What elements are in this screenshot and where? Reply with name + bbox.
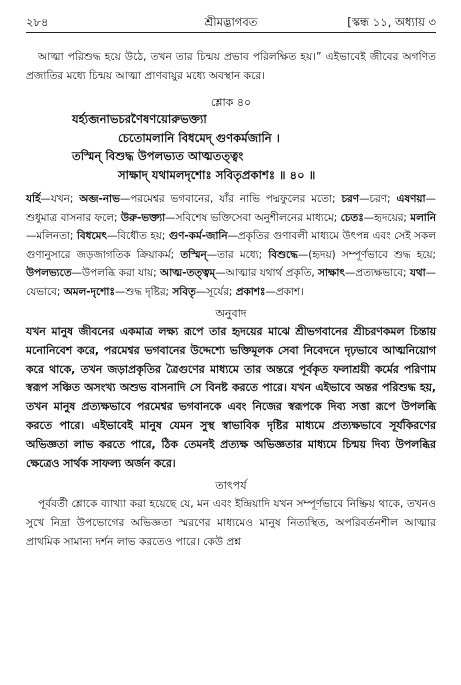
synonym-word: যথা bbox=[409, 267, 426, 279]
translation-heading: অনুবাদ bbox=[215, 307, 247, 320]
synonym-word: চরণ bbox=[341, 193, 360, 205]
synonym-dash: — bbox=[206, 248, 218, 261]
synonym-meaning: পরমেশ্বর ভগবানের, যাঁর নাভি পদ্মফুলের মতো; bbox=[130, 193, 342, 205]
synonym-word: প্রকাশঃ bbox=[235, 285, 266, 298]
synonym-dash: — bbox=[363, 211, 375, 224]
translation-paragraph: যখন মানুষ জীবনের একমাত্র লক্ষ্য রূপে তার হৃদয়ের মাঝে শ্রীভগবানের শ্রীচরণকমল চিন্তায় মনোনিবেশ করে, পরমেশ্বর ভগবানের উদ্দেশ্যে ভক্তিমূলক সেবা নিবেদনে দৃঢ়ভাবে আত্মনিয়োগ করে থাকে, তখন জড়াপ্রকৃতির ত্রৈগুণের মাধ্যমে তার অন্তরে পূর্বকৃত ফলাশ্রয়ী কর্মের পরিণাম স্বরূপ সঞ্চিত অসংখ্য অশুভ বাসনাদি সে বিনষ্ট করতে পারে। যখন এইভাবে অন্তর পরিশুদ্ধ হয়, তখন মানুষ প্রত্যক্ষভাবে পরমেশ্বর ভগবানকে এবং নিজের স্বরূপকে দিব্য সত্তা রূপে উপলব্ধি করতে পারে। এইভাবেই মানুষ যেমন সুস্থ স্বাভাবিক দৃষ্টির মাধ্যমে প্রত্যক্ষভাবে সূর্যকিরণের অভিজ্ঞতা লাভ করতে পারে, ঠিক তেমনই প্রত্যক্ষ অভিজ্ঞতার মাধ্যমে চিন্ময় দিব্য উপলব্ধির ক্ষেত্রেও সার্থক সাফল্য অর্জন করে। bbox=[26, 325, 436, 470]
purport-paragraph: পূর্ববর্তী শ্লোকে ব্যাখ্যা করা হয়েছে যে, মন এবং ইন্দ্রিয়াদি যখন সম্পূর্ণভাবে নিষ্ক্রিয় থাকে, তখনও সুখে নিদ্রা উপভোগের অভিজ্ঞতা স্মরণের মাধ্যমেও মানুষ নিত্যস্থিত, অপরিবর্তনশীল আত্মার প্রাথমিক সামান্য দর্শন লাভ করতেও পারে। কেউ প্রশ্ন bbox=[26, 498, 436, 549]
synonym-word: অব্জ-নাভ bbox=[79, 193, 120, 205]
verse-line: যর্হ্যব্জনাভচরণৈষণয়োরুভক্ত্যা bbox=[72, 112, 207, 126]
synonym-word: যর্হি bbox=[26, 193, 41, 205]
synonym-dash: — bbox=[425, 267, 436, 279]
verse-line: চেতোমলানি বিধমেদ্‌ গুণকর্মজানি । bbox=[118, 130, 280, 145]
synonym-word: উরু-ভক্ত্যা bbox=[120, 211, 166, 224]
synonym-dash: — bbox=[106, 230, 118, 242]
page-header bbox=[26, 8, 436, 34]
synonym-word: সাক্ষাৎ bbox=[318, 267, 345, 279]
synonym-meaning: উপলব্ধি করা যায়; bbox=[82, 267, 160, 279]
synonym-meaning: তার মধ্যে; bbox=[217, 248, 269, 261]
synonym-dash: — bbox=[425, 193, 436, 205]
synonym-dash: — bbox=[359, 193, 370, 205]
synonym-dash: — bbox=[227, 230, 238, 242]
synonym-word: অমল-দৃশোঃ bbox=[63, 285, 115, 298]
synonym-word: চেতঃ bbox=[340, 211, 364, 224]
synonyms-paragraph bbox=[26, 190, 436, 301]
verse-line: তস্মিন্‌ বিশুদ্ধ উপলভ্যত আত্মতত্ত্বং bbox=[72, 149, 244, 163]
synonym-word: উপলভ্যতে bbox=[26, 267, 72, 279]
synonym-meaning: যেভাবে; bbox=[26, 285, 64, 298]
purport-heading: তাৎপর্য bbox=[215, 479, 247, 493]
synonym-dash: — bbox=[265, 285, 276, 298]
synonym-meaning: প্রকাশ। bbox=[275, 285, 304, 298]
synonym-word: আত্ম-তত্ত্বম্‌ bbox=[160, 267, 216, 279]
synonym-word: বিশুদ্ধে bbox=[268, 248, 298, 261]
synonym-meaning: সবিশেষ ভক্তিসেবা অনুশীলনের মাধ্যমে; bbox=[175, 211, 341, 224]
synonym-dash: — bbox=[195, 285, 207, 298]
synonym-dash: — bbox=[26, 230, 37, 242]
synonym-meaning: মলিনতা; bbox=[36, 230, 77, 242]
intro-paragraph: আত্মা পরিশুদ্ধ হয়ে উঠে, তখন তার চিন্ময় প্রভাব পরিলক্ষিত হয়।” এইভাবেই জীবের অগণিত প্রজাতির মধ্যে চিন্ময় আত্মা প্রাণবায়ুর মধ্যে অবস্থান করে। bbox=[26, 51, 436, 82]
verse-line: সাক্ষাদ্‌ যথামলদৃশোঃ সবিতৃপ্রকাশঃ ॥ ৪০ ॥ bbox=[118, 167, 316, 182]
synonym-dash: — bbox=[297, 248, 309, 261]
synonym-dash: — bbox=[40, 193, 51, 205]
synonym-dash: — bbox=[165, 211, 176, 224]
synonym-dash: — bbox=[114, 285, 126, 298]
synonym-meaning: (হৃদয়) সম্পূর্ণভাবে শুদ্ধ হয়ে; bbox=[308, 248, 436, 261]
synonym-meaning: শুধুমাত্র বাসনার ফলে; bbox=[26, 211, 121, 224]
synonym-meaning: বিধৌত হয়; bbox=[117, 230, 169, 242]
synonym-word: মলানি bbox=[410, 211, 436, 224]
synonym-meaning: হৃদয়ের; bbox=[374, 211, 411, 224]
synonym-word: গুণ-কর্ম-জানি bbox=[168, 230, 228, 242]
synonym-word: সবিতৃ bbox=[172, 285, 196, 298]
synonym-meaning: প্রত্যক্ষভাবে; bbox=[355, 267, 410, 279]
synonym-meaning: শুদ্ধ দৃষ্টির; bbox=[125, 285, 173, 298]
verse-text bbox=[26, 110, 436, 184]
synonym-meaning: আত্মার যথার্থ প্রকৃতি, bbox=[225, 267, 319, 279]
synonym-word: বিধমেৎ bbox=[76, 230, 107, 242]
book-title: শ্রীমদ্ভাগবত bbox=[204, 15, 258, 29]
synonym-meaning: চরণ; bbox=[369, 193, 397, 205]
synonym-meaning: প্রকৃতির গুণাবলী মাধ্যমে উৎপন্ন এবং সেই সকল গুণানুসারে জড়জাগতিক ক্রিয়াকর্ম; bbox=[26, 230, 436, 261]
synonym-word: এষণয়া bbox=[396, 193, 426, 205]
synonym-dash: — bbox=[344, 267, 356, 279]
page bbox=[26, 8, 436, 552]
verse-number: শ্লোক ৪০ bbox=[210, 96, 252, 109]
synonym-meaning: যখন; bbox=[50, 193, 80, 205]
synonym-word: তস্মিন্‌ bbox=[180, 248, 207, 261]
page-number: ২৮৪ bbox=[26, 15, 49, 29]
synonym-dash: — bbox=[215, 267, 226, 279]
header-rule bbox=[26, 32, 436, 33]
section-label: [স্কন্ধ ১১, অধ্যায় ৩ bbox=[347, 15, 436, 29]
synonym-dash: — bbox=[71, 267, 83, 279]
synonym-meaning: সূর্যের; bbox=[206, 285, 236, 298]
synonym-dash: — bbox=[119, 193, 131, 205]
